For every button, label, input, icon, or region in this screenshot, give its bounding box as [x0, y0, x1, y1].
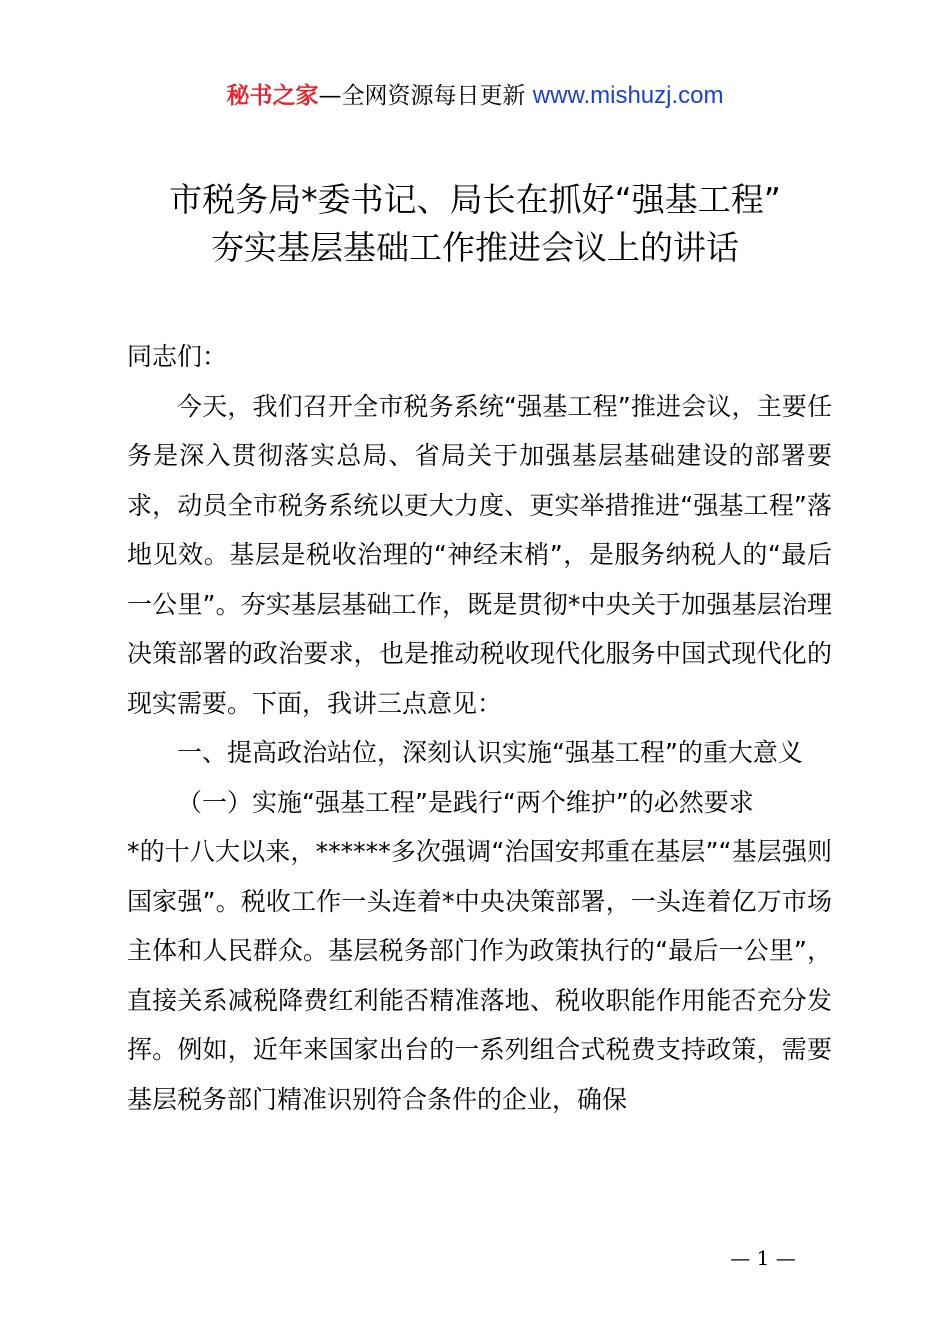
salutation: 同志们：	[127, 342, 228, 371]
document-title	[0, 176, 950, 272]
paragraph-intro: 今天，我们召开全市税务系统“强基工程”推进会议，主要任务是深入贯彻落实总局、省局关于加强基层基础建设的部署要求，动员全市税务系统以更大力度、更实举措推进“强基工程”落地见效。基层是税收治理的“神经末梢”，是服务纳税人的“最后一公里”。夯实基层基础工作，既是贯彻*中央关于加强基层治理决策部署的政治要求，也是推动税收现代化服务中国式现代化的现实需要。下面，我讲三点意见：	[127, 391, 832, 718]
page-number: — 1 —	[730, 1246, 796, 1270]
paragraph-body: *的十八大以来，******多次强调“治国安邦重在基层”“基层强则国家强”。税收工作一头连着*中央决策部署，一头连着亿万市场主体和人民群众。基层税务部门作为政策执行的“最后一公里”，直接关系减税降费红利能否精准落地、税收职能作用能否充分发挥。例如，近年来国家出台的一系列组合式税费支持政策，需要基层税务部门精准识别符合条件的企业，确保	[127, 837, 832, 1114]
site-header	[0, 80, 950, 112]
document-body	[127, 332, 832, 1124]
title-line-1: 市税务局*委书记、局长在抓好“强基工程”	[169, 180, 781, 219]
site-url-link[interactable]: www.mishuzj.com	[532, 82, 724, 109]
title-line-2: 夯实基层基础工作推进会议上的讲话	[211, 228, 739, 267]
subsection-heading-1: （一）实施“强基工程”是践行“两个维护”的必然要求	[177, 787, 754, 817]
header-tagline: —全网资源每日更新	[318, 83, 526, 109]
brand-name: 秘书之家	[226, 83, 319, 109]
section-heading-1: 一、提高政治站位，深刻认识实施“强基工程”的重大意义	[177, 738, 803, 767]
